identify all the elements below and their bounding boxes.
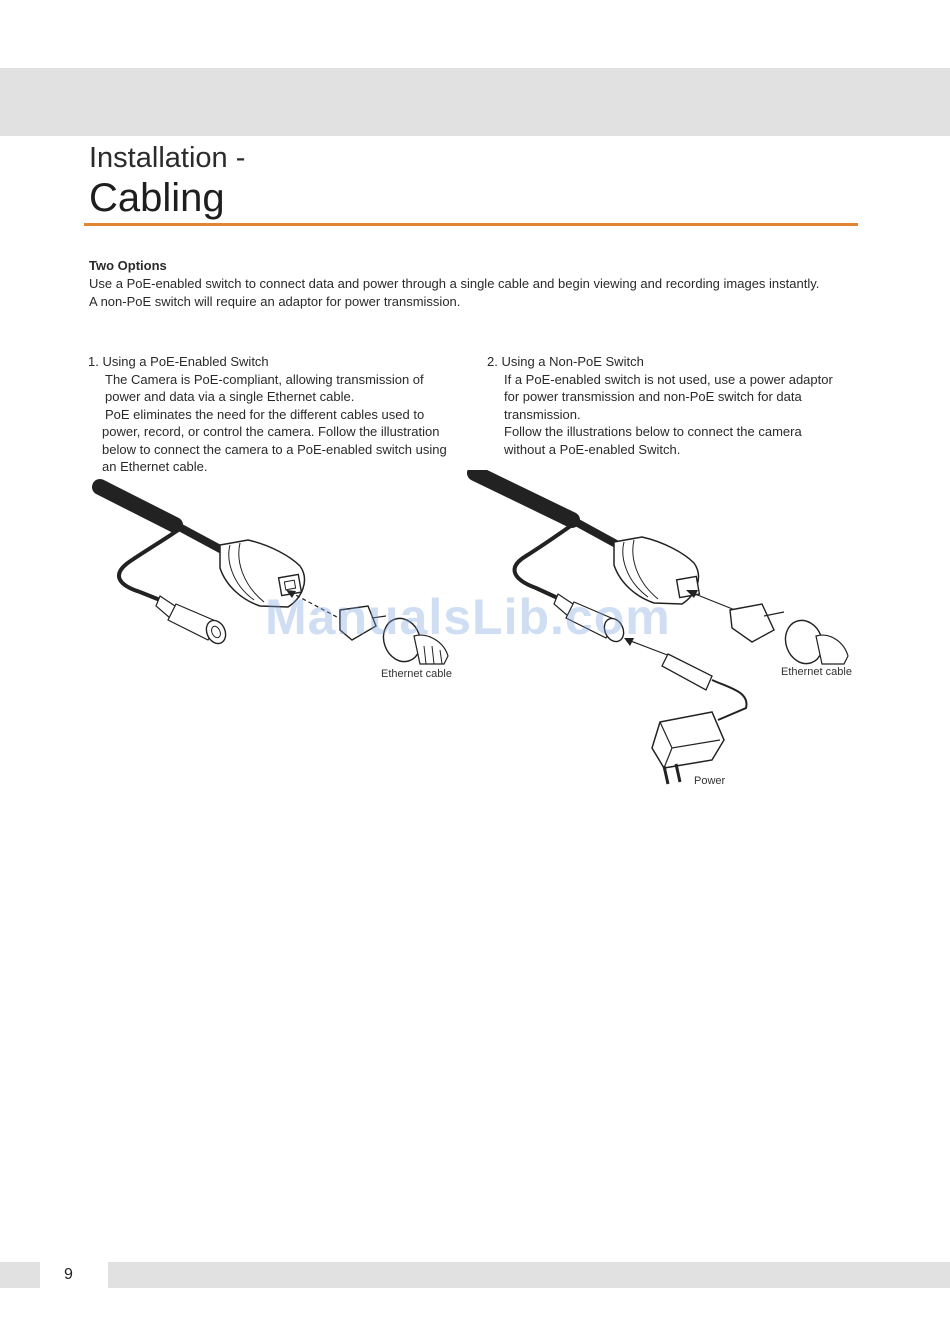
title-underline bbox=[84, 223, 858, 226]
intro-section bbox=[89, 257, 869, 311]
option-text-line: transmission. bbox=[504, 406, 581, 422]
option-text-line: for power transmission and non-PoE switch for data bbox=[504, 389, 802, 404]
intro-heading: Two Options bbox=[89, 258, 167, 273]
dc-jack-icon bbox=[156, 596, 229, 647]
ethernet-cable-label: Ethernet cable bbox=[781, 666, 852, 678]
footer-band bbox=[108, 1262, 950, 1288]
option-text-line: PoE eliminates the need for the different cables used to bbox=[105, 406, 425, 422]
option-heading: 1. Using a PoE-Enabled Switch bbox=[88, 354, 269, 369]
option-text-line: below to connect the camera to a PoE-enabled switch using bbox=[102, 441, 447, 457]
option-text-line: The Camera is PoE-compliant, allowing transmission of bbox=[105, 371, 424, 387]
header-band bbox=[0, 68, 950, 136]
ethernet-plug-icon bbox=[730, 604, 848, 669]
option-text-line: without a PoE-enabled Switch. bbox=[504, 441, 681, 457]
option-text-line: Follow the illustrations below to connect the camera bbox=[504, 424, 802, 439]
power-adapter-icon bbox=[652, 712, 724, 784]
page-number: 9 bbox=[64, 1266, 73, 1283]
watermark: ManualsLib.com bbox=[265, 589, 671, 645]
option-text-line: power, record, or control the camera. Follow the illustration bbox=[102, 424, 440, 439]
option-text-line: an Ethernet cable. bbox=[102, 459, 208, 474]
option-poe-switch bbox=[88, 353, 468, 476]
intro-text-line: Use a PoE-enabled switch to connect data and power through a single cable and begin viewing and recording images instantly. bbox=[89, 276, 820, 291]
page-title: Cabling bbox=[89, 176, 225, 220]
option-text-line: If a PoE-enabled switch is not used, use a power adaptor bbox=[504, 371, 833, 387]
section-title: Installation - bbox=[89, 142, 246, 174]
ethernet-cable-label: Ethernet cable bbox=[381, 668, 452, 680]
intro-text-line: A non-PoE switch will require an adaptor for power transmission. bbox=[89, 294, 461, 309]
option-heading: 2. Using a Non-PoE Switch bbox=[487, 354, 644, 369]
footer-band-left bbox=[0, 1262, 40, 1288]
power-plug-icon bbox=[662, 654, 747, 720]
option-non-poe-switch bbox=[487, 353, 857, 458]
power-label: Power bbox=[694, 775, 726, 787]
option-text-line: power and data via a single Ethernet cable. bbox=[105, 389, 355, 404]
